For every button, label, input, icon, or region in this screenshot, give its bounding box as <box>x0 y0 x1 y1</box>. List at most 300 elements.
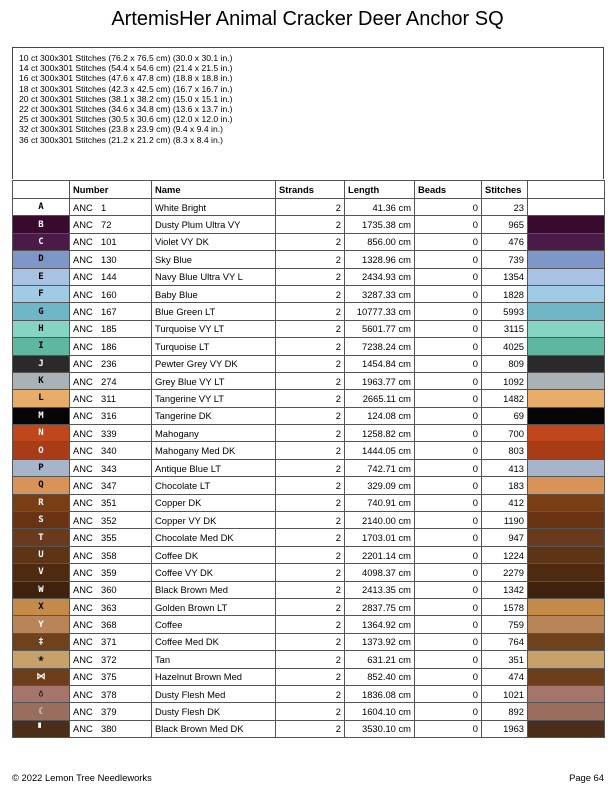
beads-cell: 0 <box>415 564 482 581</box>
thread-number: 130 <box>101 253 117 265</box>
table-row <box>13 442 605 459</box>
brand-label: ANC <box>73 532 93 544</box>
length-cell: 1604.10 cm <box>345 703 415 720</box>
number-cell <box>70 459 152 476</box>
fabric-size-line: 36 ct 300x301 Stitches (21.2 x 21.2 cm) (8.3 x 8.4 in.) <box>19 134 223 145</box>
number-cell <box>70 581 152 598</box>
symbol-cell: D <box>13 251 70 268</box>
stitches-cell: 1354 <box>482 268 528 285</box>
brand-label: ANC <box>73 514 93 526</box>
stitches-cell: 2279 <box>482 564 528 581</box>
stitches-cell: 412 <box>482 494 528 511</box>
length-cell: 631.21 cm <box>345 651 415 668</box>
length-cell: 1444.05 cm <box>345 442 415 459</box>
table-row <box>13 372 605 389</box>
table-row <box>13 425 605 442</box>
thread-name-cell: Tangerine DK <box>152 407 276 424</box>
color-swatch <box>528 598 605 615</box>
color-swatch <box>528 233 605 250</box>
length-cell: 2434.93 cm <box>345 268 415 285</box>
symbol-cell: N <box>13 425 70 442</box>
strands-cell: 2 <box>276 546 345 563</box>
length-cell: 4098.37 cm <box>345 564 415 581</box>
brand-label: ANC <box>73 445 93 457</box>
table-row <box>13 233 605 250</box>
thread-name-cell: Copper DK <box>152 494 276 511</box>
stitches-cell: 4025 <box>482 338 528 355</box>
stitches-cell: 1482 <box>482 390 528 407</box>
length-cell: 3530.10 cm <box>345 720 415 737</box>
beads-cell: 0 <box>415 303 482 320</box>
stitches-cell: 23 <box>482 199 528 216</box>
beads-cell: 0 <box>415 320 482 337</box>
document-title: ArtemisHer Animal Cracker Deer Anchor SQ <box>111 8 504 30</box>
stitches-cell: 69 <box>482 407 528 424</box>
beads-cell: 0 <box>415 598 482 615</box>
stitches-cell: 759 <box>482 616 528 633</box>
stitches-cell: 1190 <box>482 512 528 529</box>
thread-name-cell: Antique Blue LT <box>152 459 276 476</box>
table-row <box>13 494 605 511</box>
thread-name-cell: Tan <box>152 651 276 668</box>
length-cell: 2201.14 cm <box>345 546 415 563</box>
table-row <box>13 703 605 720</box>
symbol-cell: E <box>13 268 70 285</box>
thread-name-cell: Mahogany <box>152 425 276 442</box>
color-swatch <box>528 512 605 529</box>
thread-number: 340 <box>101 445 117 457</box>
table-row <box>13 268 605 285</box>
symbol-cell: ‡ <box>13 633 70 650</box>
thread-name-cell: Coffee <box>152 616 276 633</box>
thread-name-cell: White Bright <box>152 199 276 216</box>
table-row <box>13 285 605 302</box>
table-row <box>13 199 605 216</box>
stitches-cell: 1963 <box>482 720 528 737</box>
length-cell: 2413.35 cm <box>345 581 415 598</box>
thread-number: 375 <box>101 671 117 683</box>
brand-label: ANC <box>73 688 93 700</box>
strands-cell: 2 <box>276 564 345 581</box>
thread-name-cell: Pewter Grey VY DK <box>152 355 276 372</box>
length-cell: 740.91 cm <box>345 494 415 511</box>
color-swatch <box>528 529 605 546</box>
strands-cell: 2 <box>276 633 345 650</box>
table-row <box>13 668 605 685</box>
symbol-cell: ⋈ <box>13 668 70 685</box>
thread-name-cell: Violet VY DK <box>152 233 276 250</box>
strands-cell: 2 <box>276 372 345 389</box>
beads-cell: 0 <box>415 372 482 389</box>
thread-name-cell: Black Brown Med DK <box>152 720 276 737</box>
color-swatch <box>528 546 605 563</box>
thread-legend-table <box>12 180 605 738</box>
beads-cell: 0 <box>415 199 482 216</box>
symbol-cell: M <box>13 407 70 424</box>
thread-number: 360 <box>101 584 117 596</box>
beads-cell: 0 <box>415 268 482 285</box>
beads-cell: 0 <box>415 616 482 633</box>
length-cell: 2837.75 cm <box>345 598 415 615</box>
symbol-cell: W <box>13 581 70 598</box>
number-cell <box>70 668 152 685</box>
strands-cell: 2 <box>276 651 345 668</box>
thread-name-cell: Chocolate LT <box>152 477 276 494</box>
thread-number: 372 <box>101 653 117 665</box>
stitches-cell: 1092 <box>482 372 528 389</box>
color-swatch <box>528 285 605 302</box>
number-cell <box>70 251 152 268</box>
number-cell <box>70 651 152 668</box>
brand-label: ANC <box>73 462 93 474</box>
brand-label: ANC <box>73 549 93 561</box>
color-swatch <box>528 407 605 424</box>
thread-number: 355 <box>101 532 117 544</box>
color-swatch <box>528 564 605 581</box>
color-swatch <box>528 720 605 737</box>
strands-cell: 2 <box>276 459 345 476</box>
stitches-cell: 700 <box>482 425 528 442</box>
symbol-cell: H <box>13 320 70 337</box>
stitches-cell: 1578 <box>482 598 528 615</box>
beads-cell: 0 <box>415 512 482 529</box>
beads-cell: 0 <box>415 477 482 494</box>
table-row <box>13 564 605 581</box>
symbol-cell: C <box>13 233 70 250</box>
length-cell: 856.00 cm <box>345 233 415 250</box>
thread-name-cell: Sky Blue <box>152 251 276 268</box>
thread-number: 359 <box>101 566 117 578</box>
fabric-size-line: 18 ct 300x301 Stitches (42.3 x 42.5 cm) (16.7 x 16.7 in.) <box>19 83 233 94</box>
stitches-cell: 3115 <box>482 320 528 337</box>
brand-label: ANC <box>73 671 93 683</box>
color-swatch <box>528 477 605 494</box>
thread-name-cell: Mahogany Med DK <box>152 442 276 459</box>
color-swatch <box>528 320 605 337</box>
stitches-cell: 413 <box>482 459 528 476</box>
number-cell <box>70 616 152 633</box>
beads-cell: 0 <box>415 216 482 233</box>
table-row <box>13 459 605 476</box>
stitches-cell: 892 <box>482 703 528 720</box>
strands-cell: 2 <box>276 512 345 529</box>
beads-cell: 0 <box>415 425 482 442</box>
fabric-size-line: 32 ct 300x301 Stitches (23.8 x 23.9 cm) (9.4 x 9.4 in.) <box>19 124 223 135</box>
brand-label: ANC <box>73 653 93 665</box>
number-cell <box>70 285 152 302</box>
brand-label: ANC <box>73 375 93 387</box>
color-swatch <box>528 442 605 459</box>
table-row <box>13 216 605 233</box>
brand-label: ANC <box>73 427 93 439</box>
symbol-cell: G <box>13 303 70 320</box>
thread-number: 1 <box>101 201 107 213</box>
strands-cell: 2 <box>276 477 345 494</box>
stitches-cell: 1342 <box>482 581 528 598</box>
beads-cell: 0 <box>415 251 482 268</box>
fabric-size-line: 20 ct 300x301 Stitches (38.1 x 38.2 cm) (15.0 x 15.1 in.) <box>19 93 233 104</box>
brand-label: ANC <box>73 201 93 213</box>
strands-cell: 2 <box>276 268 345 285</box>
number-cell <box>70 477 152 494</box>
table-row <box>13 407 605 424</box>
brand-label: ANC <box>73 706 93 718</box>
brand-label: ANC <box>73 584 93 596</box>
brand-label: ANC <box>73 358 93 370</box>
color-swatch <box>528 651 605 668</box>
fabric-size-line: 10 ct 300x301 Stitches (76.2 x 76.5 cm) (30.0 x 30.1 in.) <box>19 53 233 63</box>
table-row <box>13 720 605 737</box>
table-row <box>13 320 605 337</box>
strands-cell: 2 <box>276 303 345 320</box>
color-swatch <box>528 372 605 389</box>
symbol-cell: V <box>13 564 70 581</box>
thread-name-cell: Coffee Med DK <box>152 633 276 650</box>
brand-label: ANC <box>73 271 93 283</box>
table-row <box>13 581 605 598</box>
number-cell <box>70 233 152 250</box>
strands-cell: 2 <box>276 233 345 250</box>
brand-label: ANC <box>73 479 93 491</box>
beads-cell: 0 <box>415 633 482 650</box>
number-cell <box>70 598 152 615</box>
symbol-cell: S <box>13 512 70 529</box>
thread-name-cell: Blue Green LT <box>152 303 276 320</box>
color-swatch <box>528 425 605 442</box>
strands-cell: 2 <box>276 355 345 372</box>
strands-cell: 2 <box>276 616 345 633</box>
number-cell <box>70 425 152 442</box>
beads-cell: 0 <box>415 338 482 355</box>
strands-cell: 2 <box>276 390 345 407</box>
number-cell <box>70 390 152 407</box>
stitches-cell: 1021 <box>482 685 528 702</box>
table-row <box>13 598 605 615</box>
symbol-cell: L <box>13 390 70 407</box>
thread-name-cell: Dusty Flesh DK <box>152 703 276 720</box>
symbol-cell: Q <box>13 477 70 494</box>
thread-name-cell: Hazelnut Brown Med <box>152 668 276 685</box>
header-name: Name <box>152 181 276 199</box>
header-symbol <box>13 181 70 199</box>
copyright-text: © 2022 Lemon Tree Needleworks <box>12 772 152 783</box>
length-cell: 124.08 cm <box>345 407 415 424</box>
symbol-cell: X <box>13 598 70 615</box>
thread-name-cell: Grey Blue VY LT <box>152 372 276 389</box>
strands-cell: 2 <box>276 199 345 216</box>
beads-cell: 0 <box>415 285 482 302</box>
symbol-cell: T <box>13 529 70 546</box>
thread-name-cell: Copper VY DK <box>152 512 276 529</box>
length-cell: 1735.38 cm <box>345 216 415 233</box>
brand-label: ANC <box>73 497 93 509</box>
number-cell <box>70 685 152 702</box>
thread-name-cell: Tangerine VY LT <box>152 390 276 407</box>
thread-number: 144 <box>101 271 117 283</box>
length-cell: 1836.08 cm <box>345 685 415 702</box>
thread-number: 316 <box>101 410 117 422</box>
length-cell: 41.36 cm <box>345 199 415 216</box>
table-row <box>13 355 605 372</box>
number-cell <box>70 494 152 511</box>
table-row <box>13 512 605 529</box>
length-cell: 2140.00 cm <box>345 512 415 529</box>
table-row <box>13 685 605 702</box>
thread-name-cell: Black Brown Med <box>152 581 276 598</box>
thread-number: 101 <box>101 236 117 248</box>
table-row <box>13 251 605 268</box>
stitches-cell: 474 <box>482 668 528 685</box>
brand-label: ANC <box>73 566 93 578</box>
number-cell <box>70 320 152 337</box>
strands-cell: 2 <box>276 320 345 337</box>
brand-label: ANC <box>73 723 93 735</box>
fabric-size-line: 22 ct 300x301 Stitches (34.6 x 34.8 cm) (13.6 x 13.7 in.) <box>19 104 233 115</box>
beads-cell: 0 <box>415 720 482 737</box>
color-swatch <box>528 494 605 511</box>
header-swatch <box>528 181 605 199</box>
number-cell <box>70 720 152 737</box>
strands-cell: 2 <box>276 338 345 355</box>
beads-cell: 0 <box>415 529 482 546</box>
brand-label: ANC <box>73 253 93 265</box>
thread-number: 167 <box>101 306 117 318</box>
header-strands: Strands <box>276 181 345 199</box>
table-row <box>13 477 605 494</box>
beads-cell: 0 <box>415 703 482 720</box>
fabric-size-line: 14 ct 300x301 Stitches (54.4 x 54.6 cm) (21.4 x 21.5 in.) <box>19 63 233 74</box>
brand-label: ANC <box>73 306 93 318</box>
symbol-cell: U <box>13 546 70 563</box>
color-swatch <box>528 685 605 702</box>
fabric-size-list <box>12 47 604 179</box>
strands-cell: 2 <box>276 494 345 511</box>
stitches-cell: 1224 <box>482 546 528 563</box>
thread-name-cell: Navy Blue Ultra VY L <box>152 268 276 285</box>
header-stitches: Stitches <box>482 181 528 199</box>
color-swatch <box>528 268 605 285</box>
thread-name-cell: Dusty Flesh Med <box>152 685 276 702</box>
fabric-size-line: 16 ct 300x301 Stitches (47.6 x 47.8 cm) (18.8 x 18.8 in.) <box>19 73 233 84</box>
symbol-cell: J <box>13 355 70 372</box>
page-footer <box>12 772 604 783</box>
beads-cell: 0 <box>415 442 482 459</box>
number-cell <box>70 564 152 581</box>
table-row <box>13 338 605 355</box>
beads-cell: 0 <box>415 355 482 372</box>
beads-cell: 0 <box>415 685 482 702</box>
brand-label: ANC <box>73 288 93 300</box>
number-cell <box>70 355 152 372</box>
color-swatch <box>528 581 605 598</box>
number-cell <box>70 546 152 563</box>
beads-cell: 0 <box>415 233 482 250</box>
number-cell <box>70 372 152 389</box>
beads-cell: 0 <box>415 651 482 668</box>
length-cell: 742.71 cm <box>345 459 415 476</box>
thread-number: 358 <box>101 549 117 561</box>
stitches-cell: 183 <box>482 477 528 494</box>
number-cell <box>70 268 152 285</box>
strands-cell: 2 <box>276 581 345 598</box>
beads-cell: 0 <box>415 546 482 563</box>
symbol-cell: ♁ <box>13 685 70 702</box>
stitches-cell: 764 <box>482 633 528 650</box>
thread-number: 185 <box>101 323 117 335</box>
thread-number: 380 <box>101 723 117 735</box>
number-cell <box>70 442 152 459</box>
number-cell <box>70 703 152 720</box>
beads-cell: 0 <box>415 390 482 407</box>
fabric-size-line: 25 ct 300x301 Stitches (30.5 x 30.6 cm) (12.0 x 12.0 in.) <box>19 114 233 125</box>
thread-number: 339 <box>101 427 117 439</box>
number-cell <box>70 529 152 546</box>
beads-cell: 0 <box>415 407 482 424</box>
beads-cell: 0 <box>415 668 482 685</box>
length-cell: 3287.33 cm <box>345 285 415 302</box>
number-cell <box>70 512 152 529</box>
color-swatch <box>528 390 605 407</box>
thread-number: 347 <box>101 479 117 491</box>
brand-label: ANC <box>73 619 93 631</box>
length-cell: 1963.77 cm <box>345 372 415 389</box>
length-cell: 7238.24 cm <box>345 338 415 355</box>
thread-number: 72 <box>101 219 112 231</box>
length-cell: 1364.92 cm <box>345 616 415 633</box>
color-swatch <box>528 355 605 372</box>
brand-label: ANC <box>73 636 93 648</box>
table-row <box>13 616 605 633</box>
symbol-cell: R <box>13 494 70 511</box>
stitches-cell: 947 <box>482 529 528 546</box>
color-swatch <box>528 703 605 720</box>
brand-label: ANC <box>73 392 93 404</box>
number-cell <box>70 303 152 320</box>
stitches-cell: 476 <box>482 233 528 250</box>
symbol-cell: P <box>13 459 70 476</box>
stitches-cell: 351 <box>482 651 528 668</box>
stitches-cell: 739 <box>482 251 528 268</box>
thread-number: 160 <box>101 288 117 300</box>
number-cell <box>70 633 152 650</box>
symbol-cell: I <box>13 338 70 355</box>
table-row <box>13 303 605 320</box>
stitches-cell: 965 <box>482 216 528 233</box>
color-swatch <box>528 338 605 355</box>
number-cell <box>70 199 152 216</box>
stitches-cell: 1828 <box>482 285 528 302</box>
stitches-cell: 803 <box>482 442 528 459</box>
table-row <box>13 651 605 668</box>
length-cell: 1328.96 cm <box>345 251 415 268</box>
symbol-cell: F <box>13 285 70 302</box>
thread-name-cell: Chocolate Med DK <box>152 529 276 546</box>
length-cell: 1373.92 cm <box>345 633 415 650</box>
table-row <box>13 529 605 546</box>
thread-number: 343 <box>101 462 117 474</box>
brand-label: ANC <box>73 340 93 352</box>
color-swatch <box>528 216 605 233</box>
thread-number: 378 <box>101 688 117 700</box>
thread-number: 311 <box>101 392 116 404</box>
symbol-cell: B <box>13 216 70 233</box>
length-cell: 1703.01 cm <box>345 529 415 546</box>
header-beads: Beads <box>415 181 482 199</box>
symbol-cell: ☾ <box>13 703 70 720</box>
thread-number: 352 <box>101 514 117 526</box>
header-number: Number <box>70 181 152 199</box>
strands-cell: 2 <box>276 251 345 268</box>
